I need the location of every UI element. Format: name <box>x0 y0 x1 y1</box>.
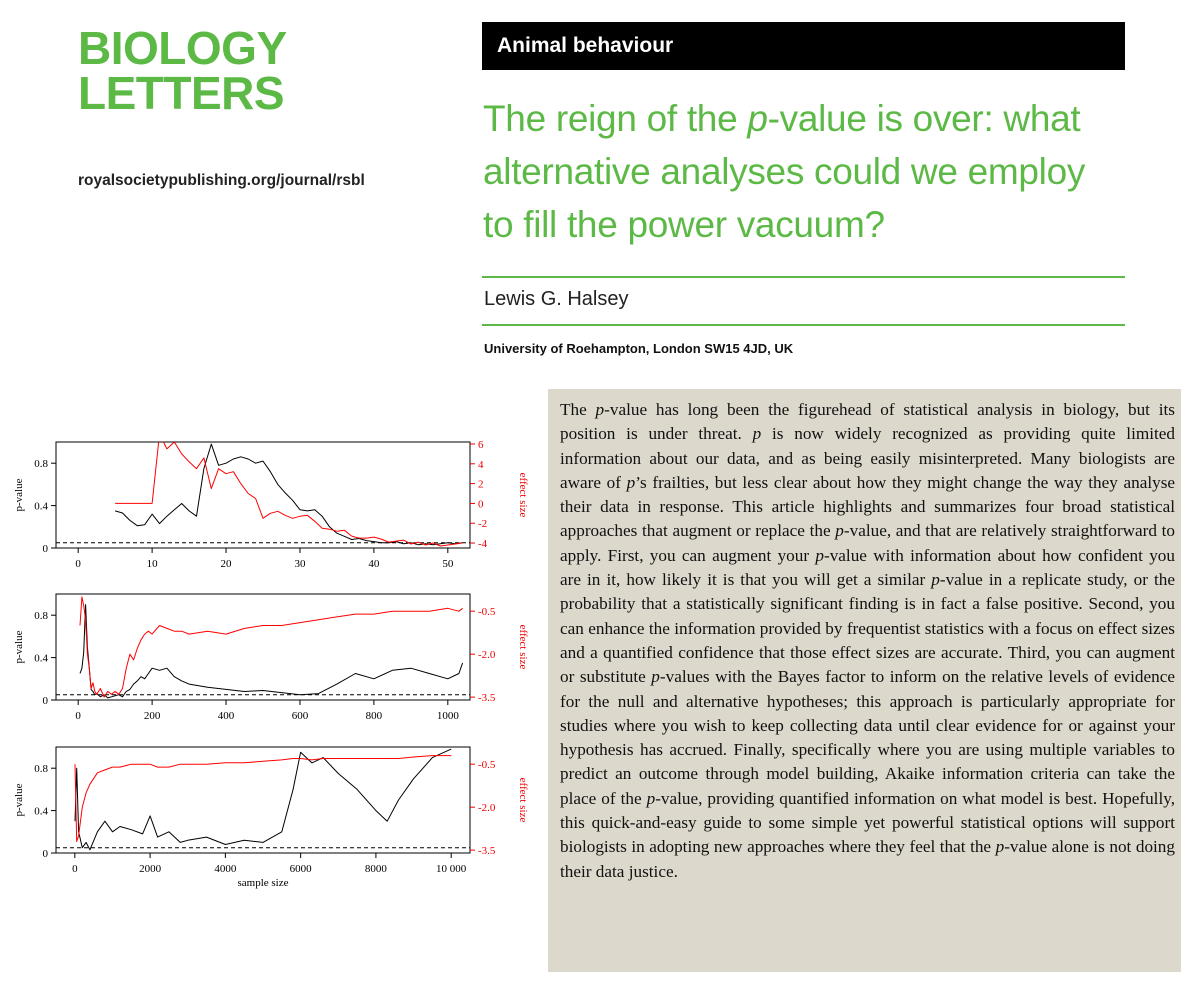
journal-logo <box>78 22 287 119</box>
x-tick-label: 10 <box>146 558 158 570</box>
y-tick-label: 0 <box>42 848 48 860</box>
y-right-tick-label: 4 <box>478 458 484 471</box>
y-tick-label: 0.8 <box>34 610 48 623</box>
y-right-tick-label: -0.5 <box>478 759 496 772</box>
x-tick-label: 200 <box>143 710 161 722</box>
effect-size-series <box>80 597 463 697</box>
abstract-italic-p: p <box>651 667 660 687</box>
abstract-italic-p: p <box>995 837 1005 857</box>
author-affiliation: University of Roehampton, London SW15 4JD, UK <box>484 341 794 356</box>
effect-size-series <box>75 756 451 842</box>
x-tick-label: 50 <box>442 558 454 570</box>
abstract-text-run: -value has long been the figurehead of statistical analysis in biology, but its position is under threat. <box>560 400 1175 444</box>
title-divider <box>482 276 1125 278</box>
abstract-text-run: is now widely recognized as providing quite limited information about our data, and as being easily misinterpreted. Many biologists are aware of <box>560 424 1175 492</box>
title-part-1: The reign of the <box>483 98 748 139</box>
abstract-box <box>548 389 1181 972</box>
x-tick-label: 2000 <box>139 863 162 875</box>
y-axis-label: p-value <box>13 478 25 512</box>
plot-data <box>56 597 470 698</box>
y-right-tick-label: -4 <box>478 538 488 551</box>
y-right-tick-label: 0 <box>478 498 484 511</box>
x-tick-label: 40 <box>368 558 380 570</box>
y-right-tick-label: -2 <box>478 518 488 531</box>
x-tick-label: 4000 <box>214 863 237 875</box>
x-tick-label: 800 <box>365 710 383 722</box>
abstract-italic-p: p <box>595 400 605 419</box>
chart-panel-2 <box>13 594 529 722</box>
plot-data <box>56 749 470 850</box>
title-italic-p: p <box>747 98 768 139</box>
y-tick-label: 0.4 <box>34 652 48 665</box>
author-divider <box>482 324 1125 326</box>
abstract-text-run: -value, and that are relatively straightforward to apply. First, you can augment your <box>560 521 1175 565</box>
plot-frame <box>56 442 470 548</box>
x-tick-label: 600 <box>291 710 309 722</box>
abstract-text-run: -value alone is not doing their data justice. <box>560 837 1175 881</box>
x-tick-label: 400 <box>217 710 235 722</box>
y-right-axis-label: effect size <box>517 472 529 518</box>
abstract-text-run: -value in a replicate study, or the probability that a statistically significant finding is in fact a false positive. Second, you can enhance the information provided by frequentist statistics with a focus on effect sizes and a quantified confidence that those effect sizes are accurate. Third, you can augment or substitute <box>560 570 1175 687</box>
x-tick-label: 0 <box>75 558 81 570</box>
y-right-tick-label: 6 <box>478 438 484 451</box>
x-tick-label: 1000 <box>436 710 459 722</box>
y-tick-label: 0 <box>42 543 48 555</box>
abstract-italic-p: p <box>815 545 824 565</box>
x-tick-label: 10 000 <box>436 863 467 875</box>
abstract-text-run: -values with the Bayes factor to inform on the relative levels of evidence for the null and alternative hypotheses; this approach is particularly appropriate for studies where you wish to keep collecting data until clear evidence for or against your hypothesis has accrued. Finally, specifically where you are using multiple variables to predict an outcome through model building, Akaike information criteria can take the place of the <box>560 667 1175 808</box>
plot-frame <box>56 594 470 700</box>
x-tick-label: 6000 <box>289 863 312 875</box>
y-axis-label: p-value <box>13 783 25 817</box>
abstract-text-run: -value with information about how confident you are in it, how likely it is that you will get a similar <box>560 545 1175 590</box>
y-tick-label: 0.8 <box>34 458 48 471</box>
x-tick-label: 30 <box>294 558 306 570</box>
y-right-tick-label: -3.5 <box>478 845 496 858</box>
title-part-2: -value is over: what alternative analyses could we employ to fill the power vacuum? <box>483 98 1086 245</box>
journal-logo-line2: LETTERS <box>78 67 285 119</box>
figure-charts <box>0 430 540 900</box>
y-right-axis-label: effect size <box>517 777 529 823</box>
section-heading: Animal behaviour <box>482 22 1125 70</box>
y-tick-label: 0.4 <box>34 805 48 818</box>
abstract-text-run: The <box>560 400 596 419</box>
abstract-text <box>560 398 1175 884</box>
x-axis-label: sample size <box>237 877 289 889</box>
abstract-italic-p: p <box>752 424 762 444</box>
journal-logo-line1: BIOLOGY <box>78 22 287 74</box>
figure <box>0 430 540 900</box>
x-tick-label: 0 <box>72 863 78 875</box>
effect-size-series <box>115 434 463 546</box>
abstract-italic-p: p <box>646 788 656 808</box>
journal-url[interactable]: royalsocietypublishing.org/journal/rsbl <box>78 172 365 189</box>
y-right-tick-label: -3.5 <box>478 692 496 705</box>
x-tick-label: 8000 <box>364 863 387 875</box>
abstract-text-run: ’s frailties, but less clear about how they might change the way they analyse their data in response. This article highlights and summarizes four broad statistical approaches that augment or replace the <box>560 472 1176 541</box>
y-right-axis-label: effect size <box>517 624 529 670</box>
y-right-tick-label: -0.5 <box>478 606 496 619</box>
x-tick-label: 20 <box>220 558 232 570</box>
p-value-series <box>115 444 463 545</box>
y-tick-label: 0.8 <box>34 763 48 776</box>
plot-data <box>56 434 470 546</box>
abstract-italic-p: p <box>626 472 636 492</box>
y-axis-label: p-value <box>13 630 25 664</box>
y-right-tick-label: 2 <box>478 478 484 491</box>
author-name: Lewis G. Halsey <box>484 288 629 310</box>
abstract-text-run: -value, providing quantified information on what model is best. Hopefully, this quick-and-easy guide to some simple yet powerful statistical options will support biologists in adopting new approaches where they feel that the <box>560 788 1176 857</box>
y-right-tick-label: -2.0 <box>478 649 496 662</box>
article-title <box>483 92 1123 251</box>
abstract-italic-p: p <box>931 570 940 590</box>
y-tick-label: 0.4 <box>34 500 48 513</box>
y-right-tick-label: -2.0 <box>478 802 496 815</box>
chart-panel-1 <box>13 434 529 570</box>
y-tick-label: 0 <box>42 695 48 707</box>
x-tick-label: 0 <box>75 710 81 722</box>
abstract-italic-p: p <box>835 521 844 541</box>
chart-panel-3 <box>13 747 529 889</box>
plot-frame <box>56 747 470 853</box>
p-value-series <box>80 605 463 698</box>
